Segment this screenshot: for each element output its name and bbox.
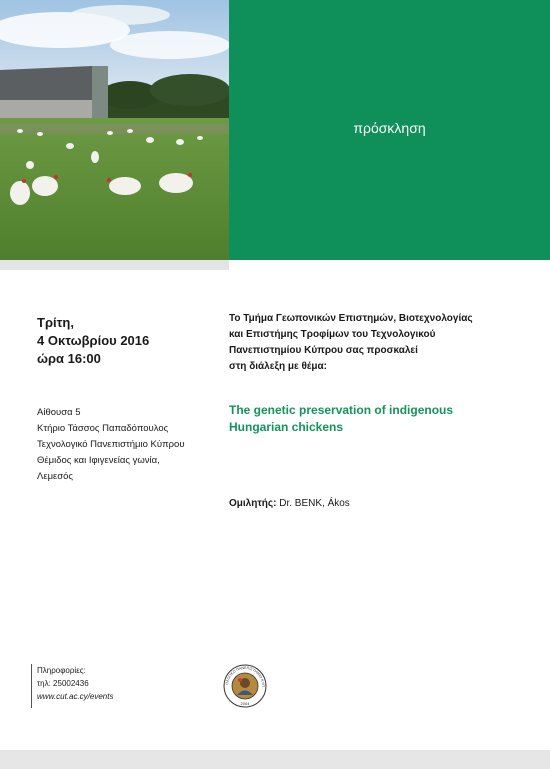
venue-address — [37, 405, 185, 485]
chickens-photo — [0, 0, 229, 260]
event-datetime — [37, 314, 149, 368]
venue-building: Κτήριο Τάσσος Παπαδόπουλος — [37, 423, 169, 434]
invitation-intro — [229, 311, 529, 375]
intro-line: Το Τμήμα Γεωπονικών Επιστημών, Βιοτεχνολογίας — [229, 313, 473, 324]
intro-line: στη διάλεξη με θέμα: — [229, 361, 327, 372]
venue-institution: Τεχνολογικό Πανεπιστήμιο Κύπρου — [37, 439, 185, 450]
venue-city: Λεμεσός — [37, 471, 74, 482]
talk-title-line: The genetic preservation of indigenous — [229, 403, 454, 417]
contact-label: Πληροφορίες: — [37, 666, 86, 675]
venue-room: Αίθουσα 5 — [37, 407, 81, 418]
event-time: ώρα 16:00 — [37, 351, 101, 366]
events-link[interactable]: www.cut.ac.cy/events — [37, 692, 114, 701]
speaker-line — [229, 498, 350, 509]
seal-year: 2004 — [240, 701, 250, 706]
seal-text: ΟΛΟΓΙΚΟ ΠΑΝΕΠΙΣΤΗΜΙΟ ΚΥΠ — [225, 665, 266, 687]
intro-line: Πανεπιστημίου Κύπρου σας προσκαλεί — [229, 345, 418, 356]
footer-bar — [0, 750, 550, 769]
intro-line: και Επιστήμης Τροφίμων του Τεχνολογικού — [229, 329, 436, 340]
invitation-title: πρόσκληση — [353, 120, 426, 136]
university-seal-logo — [222, 662, 268, 712]
event-date: 4 Οκτωβρίου 2016 — [37, 333, 150, 348]
header-panel — [229, 0, 550, 260]
talk-title-line: Hungarian chickens — [229, 420, 344, 434]
photo-bottom-strip — [0, 260, 229, 270]
contact-phone: τηλ: 25002436 — [37, 679, 89, 688]
venue-street: Θέμιδος και Ιφιγενείας γωνία, — [37, 455, 160, 466]
speaker-name: Dr. BENK, Ákos — [279, 498, 350, 509]
contact-info — [31, 664, 113, 708]
event-day: Τρίτη, — [37, 315, 74, 330]
speaker-label: Ομιλητής: — [229, 498, 277, 509]
talk-title — [229, 402, 453, 436]
